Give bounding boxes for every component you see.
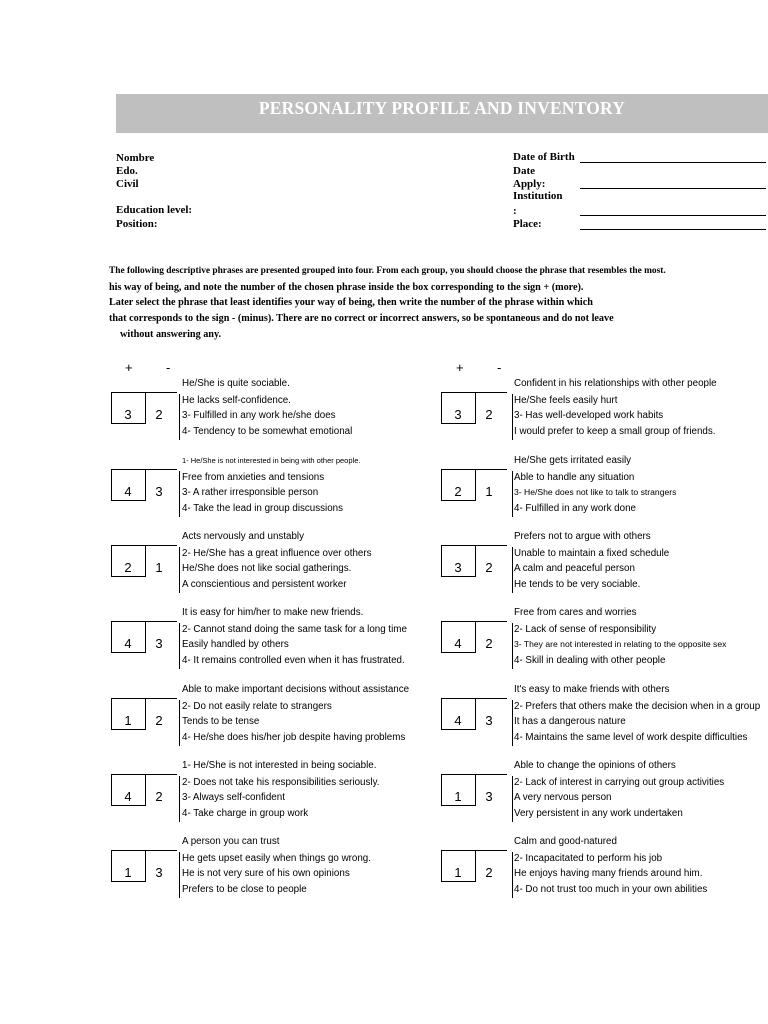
phrase: Prefers not to argue with others [514,531,651,542]
box-border [111,698,177,699]
phrase: 2- Lack of sense of responsibility [514,624,657,635]
box-border [111,545,177,546]
minus-answer[interactable]: 3 [155,484,163,499]
phrase: A conscientious and persistent worker [182,579,347,590]
title-bar [116,94,768,133]
minus-answer[interactable]: 2 [155,713,163,728]
answer-box[interactable] [111,698,177,730]
phrase: 4- Take the lead in group discussions [182,503,344,514]
instruction-line: that corresponds to the sign - (minus). There are no correct or incorrect answers, so be spontaneous and do not leave [109,313,614,324]
phrase: Free from cares and worries [514,607,637,618]
phrase: 3- He/She does not like to talk to strangers [514,487,677,497]
box-border [145,621,146,653]
phrase: He enjoys having many friends around him. [514,868,703,879]
plus-answer[interactable]: 4 [124,789,132,804]
phrase: A person you can trust [182,836,280,847]
phrase: He tends to be very sociable. [514,579,641,590]
plus-answer[interactable]: 2 [124,560,132,575]
answer-box[interactable] [111,774,177,806]
phrase: 1- He/She is not interested in being sociable. [182,760,377,771]
box-border [145,774,146,806]
plus-answer[interactable]: 1 [454,865,462,880]
plus-answer[interactable]: 2 [454,484,462,499]
minus-answer[interactable]: 2 [155,789,163,804]
phrase: 4- It remains controlled even when it has frustrated. [182,655,405,666]
phrase: He/She feels easily hurt [514,395,618,406]
box-border [441,805,475,806]
field-label-date-of-birth: Date of Birth [513,151,575,163]
minus-answer[interactable]: 2 [485,407,493,422]
answer-box[interactable] [441,545,507,577]
box-border [441,576,475,577]
box-border [441,774,507,775]
phrase: He/She does not like social gatherings. [182,563,352,574]
phrase: 4- He/she does his/her job despite having problems [182,732,406,743]
phrase: It is easy for him/her to make new friends. [182,607,364,618]
phrase: Free from anxieties and tensions [182,472,325,483]
phrase: Able to change the opinions of others [514,760,676,771]
box-border [441,621,507,622]
box-border [111,729,145,730]
answer-box[interactable] [441,469,507,501]
minus-header: - [166,360,171,375]
plus-answer[interactable]: 1 [454,789,462,804]
box-border [111,881,145,882]
box-border [441,850,507,851]
plus-answer[interactable]: 3 [454,560,462,575]
phrase: 4- Do not trust too much in your own abilities [514,884,708,895]
box-border [441,881,475,882]
box-border [441,545,507,546]
field-label-edo: Edo. [116,165,138,177]
box-border [111,500,145,501]
phrase: He gets upset easily when things go wrong. [182,853,371,864]
box-border [475,469,476,501]
field-label-date: Date [513,165,535,177]
instructions [109,266,759,346]
box-border [441,729,475,730]
plus-answer[interactable]: 4 [454,713,462,728]
phrase: 2- He/She has a great influence over others [182,548,372,559]
answer-box[interactable] [111,392,177,424]
minus-answer[interactable]: 2 [485,636,493,651]
minus-answer[interactable]: 3 [485,713,493,728]
minus-answer[interactable]: 3 [155,865,163,880]
box-border [475,621,476,653]
place-line[interactable] [580,229,766,230]
minus-answer[interactable]: 2 [155,407,163,422]
phrase: Able to handle any situation [514,472,635,483]
box-border [441,652,475,653]
phrase: Unable to maintain a fixed schedule [514,548,670,559]
phrase: 4- Tendency to be somewhat emotional [182,426,353,437]
phrase: Prefers to be close to people [182,884,307,895]
minus-header: - [497,360,502,375]
field-label-education-level: Education level: [116,204,193,216]
phrase: 4- Skill in dealing with other people [514,655,666,666]
box-border [441,500,475,501]
plus-answer[interactable]: 1 [124,865,132,880]
phrase: He lacks self-confidence. [182,395,291,406]
phrase: A very nervous person [514,792,612,803]
answer-box[interactable] [111,850,177,882]
phrase: 2- Prefers that others make the decision when in a group [514,701,761,712]
field-label-apply: Apply: [513,178,546,190]
institution-line[interactable] [580,215,766,216]
box-border [441,698,507,699]
instruction-line: Later select the phrase that least identifies your way of being, then write the number of the phrase within which [109,297,593,308]
instruction-line: his way of being, and note the number of the chosen phrase inside the box corresponding to the sign + (more). [109,282,584,293]
box-border [111,576,145,577]
minus-answer[interactable]: 2 [485,865,493,880]
phrase: 4- Maintains the same level of work despite difficulties [514,732,748,743]
minus-answer[interactable]: 1 [485,484,493,499]
minus-answer[interactable]: 2 [485,560,493,575]
answer-box[interactable] [441,850,507,882]
minus-answer[interactable]: 3 [485,789,493,804]
phrase: 3- Fulfilled in any work he/she does [182,410,336,421]
plus-answer[interactable]: 3 [454,407,462,422]
phrase: I would prefer to keep a small group of friends. [514,426,716,437]
field-label-colon: : [513,205,517,217]
plus-answer[interactable]: 4 [124,484,132,499]
plus-answer[interactable]: 3 [124,407,132,422]
phrase: He/She is quite sociable. [182,378,290,389]
field-label-nombre: Nombre [116,152,155,164]
answer-box[interactable] [111,469,177,501]
phrase: 2- Do not easily relate to strangers [182,701,332,712]
answer-box[interactable] [111,621,177,653]
box-border [475,774,476,806]
phrase: Confident in his relationships with other people [514,378,717,389]
box-border [441,392,507,393]
minus-answer[interactable]: 1 [155,560,163,575]
field-label-civil: Civil [116,178,139,190]
plus-header: + [456,360,464,375]
phrase: 2- Incapacitated to perform his job [514,853,663,864]
instruction-line: without answering any. [120,329,222,340]
box-border [145,469,146,501]
box-border [111,850,177,851]
box-border [475,392,476,424]
plus-answer[interactable]: 1 [124,713,132,728]
plus-answer[interactable]: 4 [124,636,132,651]
phrase: It has a dangerous nature [514,716,626,727]
box-border [111,652,145,653]
box-border [475,545,476,577]
box-border [145,850,146,882]
box-border [111,774,177,775]
answer-box[interactable] [441,392,507,424]
phrase: Tends to be tense [182,716,260,727]
phrase: 3- A rather irresponsible person [182,487,319,498]
phrase: 3- Always self-confident [182,792,285,803]
box-border [145,392,146,424]
phrase: It's easy to make friends with others [514,684,670,695]
box-border [145,698,146,730]
phrase: A calm and peaceful person [514,563,635,574]
apply-line[interactable] [580,188,766,189]
answer-box[interactable] [441,774,507,806]
phrase: He/She gets irritated easily [514,455,632,466]
phrase: 4- Fulfilled in any work done [514,503,636,514]
page-title: PERSONALITY PROFILE AND INVENTORY [258,98,626,118]
phrase: 3- They are not interested in relating to the opposite sex [514,639,727,649]
field-label-position: Position: [116,218,158,230]
plus-answer[interactable]: 4 [454,636,462,651]
phrase: 2- Lack of interest in carrying out group activities [514,777,725,788]
answer-box[interactable] [441,698,507,730]
phrase: He is not very sure of his own opinions [182,868,350,879]
field-label-institution: Institution [513,190,563,202]
box-border [145,545,146,577]
box-border [111,469,177,470]
instruction-line: The following descriptive phrases are presented grouped into four. From each group, you should choose the phrase that resembles the most. [109,266,666,276]
box-border [475,850,476,882]
phrase: Able to make important decisions without assistance [182,684,410,695]
date-of-birth-line[interactable] [580,162,766,163]
phrase: 2- Cannot stand doing the same task for a long time [182,624,407,635]
phrase: Very persistent in any work undertaken [514,808,683,819]
phrase: 3- Has well-developed work habits [514,410,664,421]
phrase: 4- Take charge in group work [182,808,309,819]
phrase: Easily handled by others [182,639,289,650]
minus-answer[interactable]: 3 [155,636,163,651]
phrase: Calm and good-natured [514,836,617,847]
answer-box[interactable] [441,621,507,653]
box-border [111,621,177,622]
box-border [441,423,475,424]
phrase: 2- Does not take his responsibilities seriously. [182,777,380,788]
box-border [441,469,507,470]
box-border [111,805,145,806]
phrase: Acts nervously and unstably [182,531,304,542]
box-border [111,392,177,393]
plus-header: + [125,360,133,375]
phrase: 1- He/She is not interested in being with other people. [182,456,361,465]
answer-box[interactable] [111,545,177,577]
box-border [475,698,476,730]
field-label-place: Place: [513,218,542,230]
box-border [111,423,145,424]
